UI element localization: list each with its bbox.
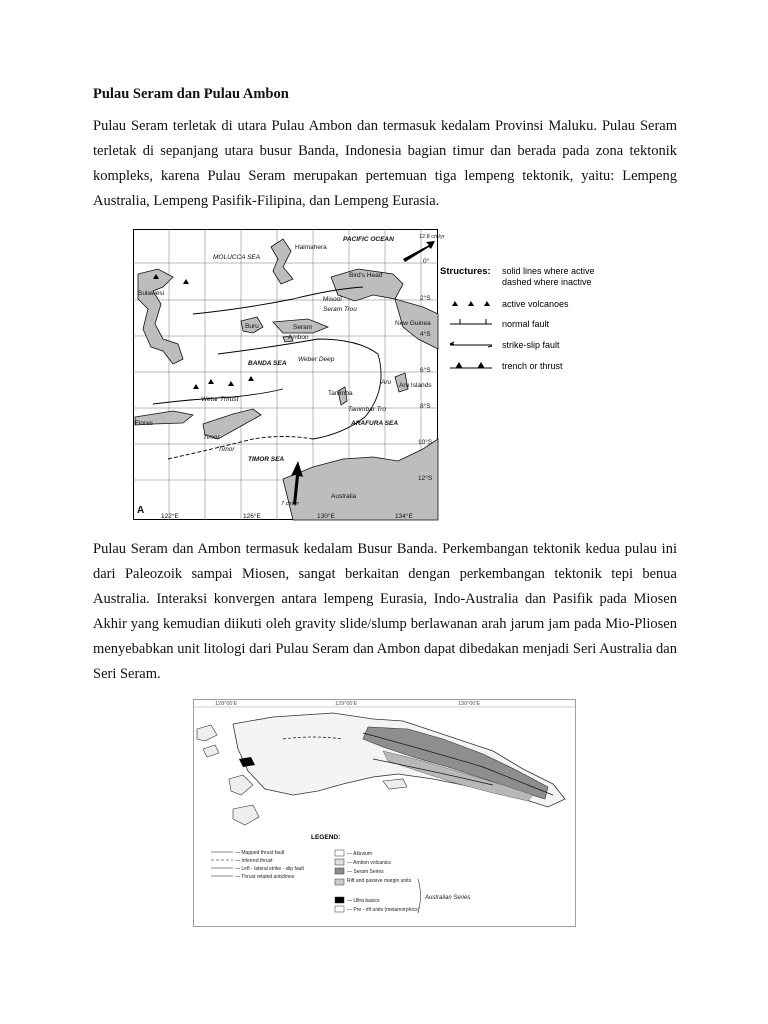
svg-text:Misool: Misool: [323, 296, 342, 303]
svg-text:128°00'E: 128°00'E: [215, 701, 238, 707]
svg-text:126°E: 126°E: [243, 513, 261, 520]
svg-text:Sulawesi: Sulawesi: [138, 290, 165, 297]
section-heading: Pulau Seram dan Pulau Ambon: [93, 86, 289, 102]
legend-item-strike-slip: strike-slip fault: [502, 340, 560, 350]
svg-text:Wetar Thrust: Wetar Thrust: [201, 396, 239, 403]
svg-text:6°S: 6°S: [420, 367, 431, 374]
svg-text:0°: 0°: [423, 258, 430, 265]
svg-text:— Ultra basics: — Ultra basics: [347, 898, 380, 904]
svg-text:Aru Islands: Aru Islands: [399, 382, 432, 389]
legend-normal-fault-icon: [450, 319, 492, 324]
svg-text:12°S: 12°S: [418, 475, 433, 482]
geology-legend-title: LEGEND:: [311, 834, 341, 841]
svg-text:Tanimbar Tro: Tanimbar Tro: [348, 406, 386, 413]
svg-text:Seram: Seram: [293, 324, 313, 331]
svg-text:Aru: Aru: [381, 379, 392, 386]
svg-text:4°S: 4°S: [420, 331, 431, 338]
svg-text:— Pre - rift units (metamorphi: — Pre - rift units (metamorphics): [347, 907, 420, 913]
svg-text:7 cm/yr: 7 cm/yr: [281, 501, 300, 507]
svg-text:Australia: Australia: [331, 493, 357, 500]
svg-text:TIMOR SEA: TIMOR SEA: [248, 456, 285, 463]
legend-title: Structures:: [440, 266, 491, 277]
tectonic-map-figure: [133, 229, 445, 520]
svg-text:New Guinea: New Guinea: [395, 320, 431, 327]
svg-text:— Mapped thrust fault: — Mapped thrust fault: [235, 850, 285, 856]
svg-text:122°E: 122°E: [161, 513, 179, 520]
legend-item-volcanoes: active volcanoes: [502, 299, 569, 309]
svg-text:Bird's Head: Bird's Head: [349, 272, 383, 279]
svg-text:2°S: 2°S: [420, 295, 431, 302]
legend-note-2: dashed where inactive: [502, 277, 592, 287]
legend-trench-icon: [450, 363, 492, 368]
paragraph-banda-arc: Pulau Seram dan Ambon termasuk kedalam Busur Banda. Perkembangan tektonik kedua pulau ini dari Paleozoik sampai Miosen, sangat berkaitan dengan perkembangan tektonik tepi benua Australia. Interaksi konvergen antara lempeng Eurasia, Indo-Australia dan Pasifik pada Miosen Akhir yang kemudian diikuti oleh gravity slide/slump berlawanan arah jarum jam pada Mio-Pliosen menyebabkan unit litologi dari Pulau Seram dan Ambon dapat dibedakan menjadi Seri Australia dan Seri Seram.: [93, 541, 677, 682]
svg-text:Rift and passive margin units: Rift and passive margin units: [347, 878, 412, 884]
svg-text:— Ambon volcanics: — Ambon volcanics: [347, 860, 391, 866]
svg-text:Weber Deep: Weber Deep: [298, 356, 335, 363]
svg-text:130°E: 130°E: [317, 513, 335, 520]
svg-text:— Inferred thrust: — Inferred thrust: [235, 858, 273, 864]
svg-text:130°00'E: 130°00'E: [458, 701, 481, 707]
svg-text:8°S: 8°S: [420, 403, 431, 410]
paragraph-intro: Pulau Seram terletak di utara Pulau Ambon dan termasuk kedalam Provinsi Maluku. Pulau Seram terletak di sepanjang utara busur Banda, Indonesia bagian timur dan berada pada zona tektonik kompleks, karena Pulau Seram merupakan pertemuan tiga lempeng tektonik, yaitu: Lempeng Australia, Lempeng Pasifik-Filipina, dan Lempeng Eurasia.: [93, 118, 677, 209]
svg-text:— Thrust related anticlines: — Thrust related anticlines: [235, 874, 295, 880]
svg-text:MOLUCCA SEA: MOLUCCA SEA: [213, 254, 261, 261]
svg-text:Australian Series: Australian Series: [425, 895, 471, 901]
svg-text:134°E: 134°E: [395, 513, 413, 520]
svg-text:Halmahera: Halmahera: [295, 244, 327, 251]
seram-geology-map: [193, 699, 576, 927]
svg-text:12.8 cm/yr: 12.8 cm/yr: [419, 234, 445, 240]
svg-text:PACIFIC OCEAN: PACIFIC OCEAN: [343, 236, 394, 243]
svg-text:— Seram Series: — Seram Series: [347, 869, 384, 875]
legend-item-normal-fault: normal fault: [502, 319, 550, 329]
svg-text:— Alluvium: — Alluvium: [347, 851, 373, 857]
svg-text:129°00'E: 129°00'E: [335, 701, 358, 707]
svg-text:BANDA SEA: BANDA SEA: [248, 360, 287, 367]
legend-volcano-icon: [452, 301, 490, 306]
legend-strike-slip-icon: [450, 342, 492, 347]
svg-text:ARAFURA SEA: ARAFURA SEA: [351, 420, 399, 427]
svg-text:Seram Trou: Seram Trou: [323, 306, 357, 313]
svg-text:Ambon: Ambon: [288, 334, 309, 341]
map-legend: [440, 264, 620, 379]
svg-text:A: A: [137, 505, 145, 516]
svg-text:Timor: Timor: [218, 446, 235, 453]
svg-text:— Left - lateral strike - slip: — Left - lateral strike - slip fault: [235, 866, 304, 872]
svg-text:10°S: 10°S: [418, 439, 433, 446]
legend-item-trench: trench or thrust: [502, 361, 563, 371]
svg-text:Timor: Timor: [203, 434, 220, 441]
svg-text:Buru: Buru: [245, 323, 259, 330]
svg-text:Tanimba: Tanimba: [328, 390, 353, 397]
svg-text:Flores: Flores: [135, 420, 154, 427]
legend-note-1: solid lines where active: [502, 266, 595, 276]
